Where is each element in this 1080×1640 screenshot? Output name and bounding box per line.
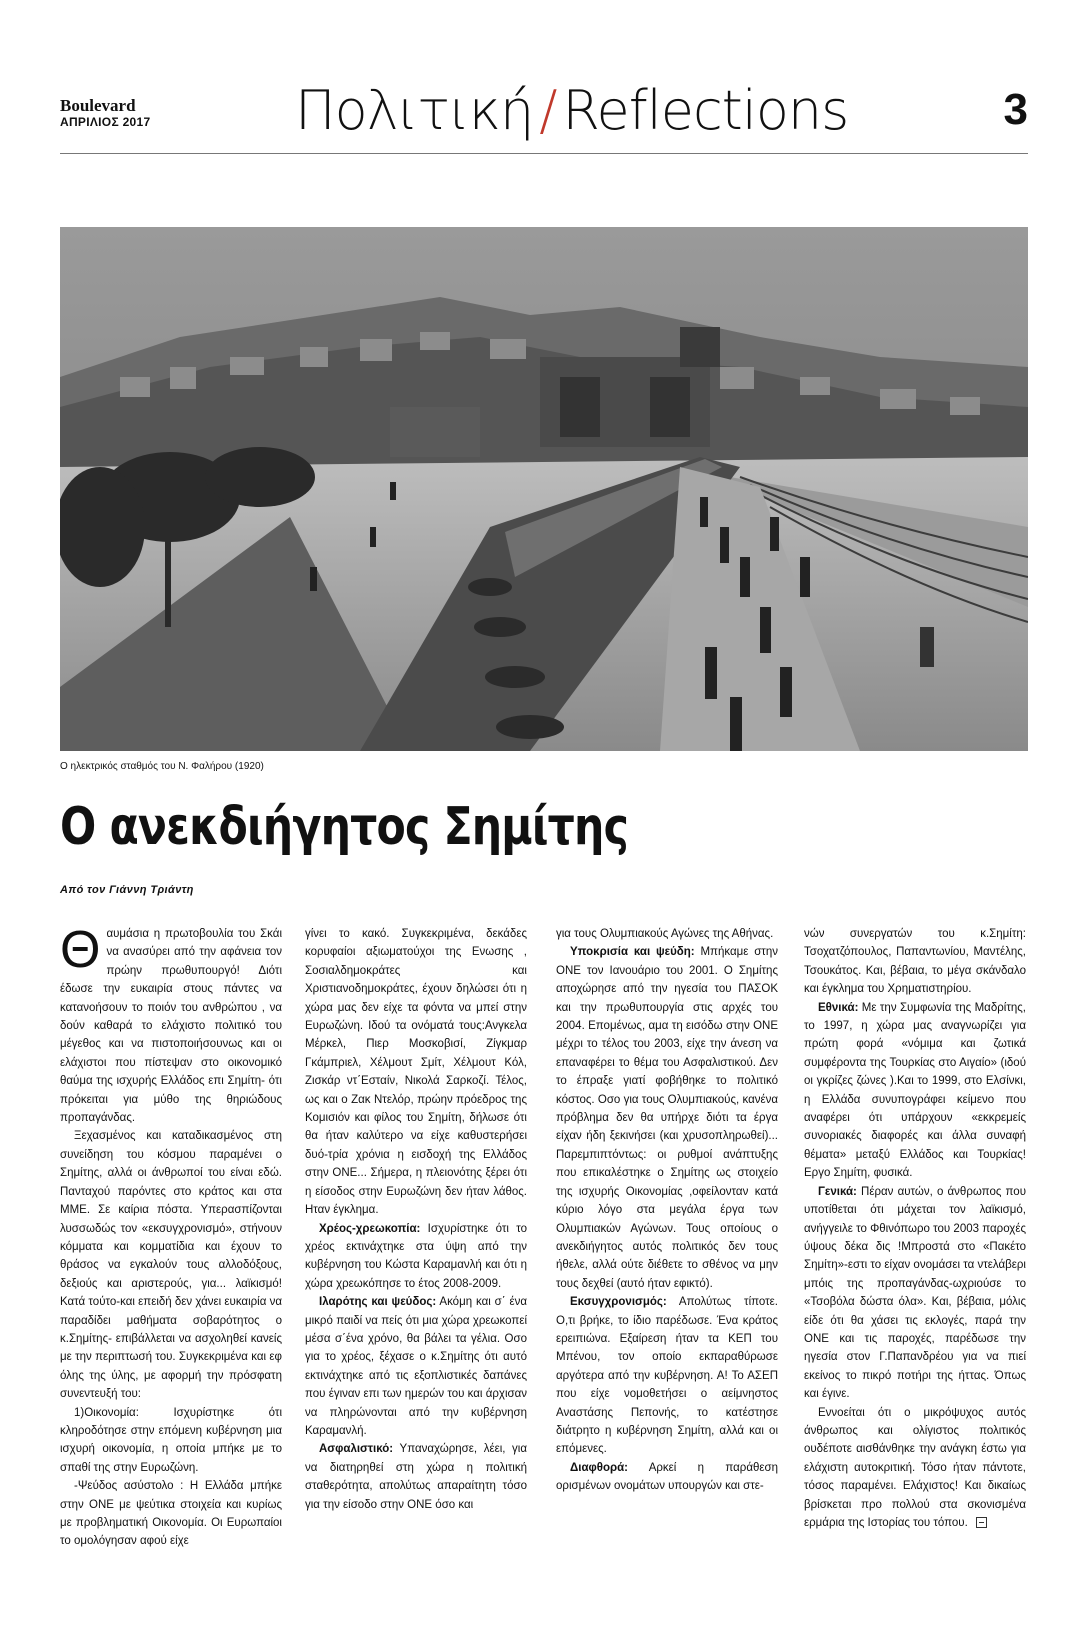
subhead: Γενικά: — [818, 1185, 857, 1198]
photo-caption: Ο ηλεκτρικός σταθμός του Ν. Φαλήρου (1920) — [60, 761, 264, 772]
article-column-3 — [556, 925, 778, 1496]
paragraph: Εννοείται ότι ο μικρόψυχος αυτός άνθρωπος και ολίγιστος πολιτικός ουδέποτε αισθάνθηκε την ανάγκη έστω για ελάχιστη αυτοκριτική. Τόσο ήταν πάντοτε, τόσος παραμένει. Ελάχιστος! Και δικαίως βρίσκεται προ πολλού στα σκονισμένα ερμάρια της Ιστορίας του τόπου. — [804, 1406, 1026, 1529]
subhead: Διαφθορά: — [570, 1461, 629, 1474]
section-separator: / — [539, 79, 557, 142]
paragraph: Απολύτως τίποτε. Ο,τι βρήκε, το ίδιο παρέδωσε. Ένα κράτος ερειπιώνα. Εξαίρεση ήταν τα ΚΕΠ του Μπένου, τον οποίο εκπαραθύρωσε αργότερα από την κυβέρνηση. Α! Το ΑΣΕΠ που είχε νομοθετήσει ο αείμνηστος Αναστάσης Πεπονής, το κατέστησε διάτρητο η κυβέρνηση Σημίτη, αλλά και οι επόμενες. — [556, 1296, 778, 1456]
paragraph: Ισχυρίστηκε ότι το χρέος εκτινάχτηκε στα ύψη από την κυβέρνηση του Κώστα Καραμανλή και ότι η χώρα χρεωκόπησε το έτος 2008-2009. — [305, 1222, 527, 1290]
page-number: 3 — [1003, 85, 1028, 134]
station-photo-illustration — [60, 227, 1028, 751]
section-title — [295, 79, 849, 142]
paragraph: 1)Οικονομία: Ισχυρίστηκε ότι κληροδότησε στην επόμενη κυβέρνηση μια ισχυρή οικονομία, η οποία μπήκε με το σπαθί της στην Ευρωζώνη. — [60, 1406, 282, 1474]
article-headline: Ο ανεκδιήγητος Σημίτης — [60, 797, 629, 857]
paragraph: νών συνεργατών του κ.Σημίτη: Τσοχατζόπουλος, Παπαντωνίου, Μαντέλης, Τσουκάτος. Και, βέβαια, το μέγα σκάνδαλο και έγκλημα του Χρηματιστηρίου. — [804, 928, 1026, 996]
section-title-greek: Πολιτική — [295, 79, 534, 142]
paragraph: για τους Ολυμπιακούς Αγώνες της Αθήνας. — [556, 928, 774, 940]
subhead: Ιλαρότης και ψεύδος: — [319, 1296, 437, 1309]
subhead: Ασφαλιστικό: — [319, 1443, 394, 1456]
article-column-1 — [60, 921, 282, 1551]
article-column-2 — [305, 925, 527, 1514]
article-photo — [60, 227, 1028, 751]
paragraph: Υπαναχώρησε, λέει, για να διατηρηθεί στη χώρα η πολιτική σταθερότητα, απολύτως απαραίτητη τόσο για την είσοδο στην ΟΝΕ όσο και — [305, 1443, 527, 1511]
paragraph: Ξεχασμένος και καταδικασμένος στη συνείδηση του κόσμου παραμένει ο Σημίτης, αλλά οι άνθρωποί του είναι εδώ. Πανταχού παρόντες στο κράτος και στα ΜΜΕ. Σε καίρια πόστα. Υπερασπίζονται λυσσωδώς τον «εκσυγχρονισμό», στήνουν κόμματα και κομματίδια και έχουν το θράσος να εγκαλούν τους αλλοδόξους, δεξιούς και αριστερούς, για... λαϊκισμό! Κατά τούτο-και επειδή δεν χάνει ευκαιρία να παραδίδει μαθήματα σοβαρότητος ο κ.Σημίτης- επιβάλλεται να ασχοληθεί κανείς με την περιπτωσή του. Συγκεκριμένα και εφ όλης της ύλης, με αφορμή την πρόσφατη συνεντευξή του: — [60, 1130, 282, 1401]
drop-cap: Θ — [60, 921, 101, 979]
section-title-english: Reflections — [562, 79, 849, 142]
paragraph: αυμάσια η πρωτοβουλία του Σκάι να ανασύρει από την αφάνεια τον πρώην πρωθυπουργό! Διότι έδωσε την ευκαιρία στους πάντες να κατανοήσουν το ποιόν του ανθρώπου , να δούν καθαρά το ελάχιστο πολιτικό του μέγεθος και να πιστοποιήσουνως και οι ελάχιστοι που πίστεψαν στο οικονομικό θαύμα της ισχυρής Ελλάδος επι Σημίτη- ότι πρόκειται για μύθο της θηριώδους προπαγάνδας. — [60, 928, 282, 1125]
paragraph: Μπήκαμε στην ΟΝΕ τον Ιανουάριο του 2001. Ο Σημίτης αποχώρησε από την ηγεσία του ΠΑΣΟΚ και την πρωθυπουργία στις αρχές του 2004. Επομένως, αμα τη εισόδω στην ΟΝΕ μέχρι το τέλος του 2003, είχε την άνεση να επαναφέρει το θέμα του Ασφαλιστικού. Δεν το έπραξε γιατί φοβήθηκε το πολιτικό κόστος. Οσο για τους Ολυμπιακούς, κανένα πρόβλημα δεν θα υπήρχε διότι τα έργα είχαν ήδη ξεκινήσει (και χρυσοπληρωθεί)... Παρεμπιπτόντως: οι ρυθμοί ανάπτυξης που επικαλέστηκε ο Σημίτης ως στοιχείο της ισχυρής Οικονομίας ,οφείλονταν κατά κύριο λόγο στα μεγάλα έργα των Ολυμπιακών Αγώνων. Τους οποίους ο ανεκδιήγητος αυτός πολιτικός δεν τους ήθελε, αλλά ούτε διέθετε το σθένος να μην τους δεχθεί (αυτό ήταν εφικτό). — [556, 946, 778, 1290]
end-of-article-icon — [976, 1517, 987, 1528]
paragraph: Ακόμη και σ΄ ένα μικρό παιδί να πείς ότι μια χώρα χρεωκοπεί μέσα σ΄ένα χρόνο, θα βάλει τα γέλια. Οσο για το χρέος, ξέχασε ο κ.Σημίτης ότι αυτό εκτινάχτηκε από τις εξοπλιστικές δαπάνες που έγιναν επι των ημερών του και άρχισαν να πληρώνονται από την κυβέρνηση Καραμανλή. — [305, 1296, 527, 1437]
brand-name: Boulevard — [60, 96, 136, 115]
subhead: Εκσυγχρονισμός: — [570, 1296, 667, 1309]
header-rule — [60, 153, 1028, 154]
brand-logo — [60, 98, 150, 130]
issue-date: ΑΠΡΙΛΙΟΣ 2017 — [60, 115, 151, 129]
article-byline: Από τον Γιάννη Τριάντη — [60, 884, 194, 896]
paragraph: Με την Συμφωνία της Μαδρίτης, το 1997, η χώρα μας αναγνωρίζει για πρώτη φορά «νόμιμα και ζωτικά συμφέροντα της Τουρκίας στο Αιγαίο» (ιδού οι γκρίζες ζώνες ).Και το 1999, στο Ελσίνκι, η Ελλάδα συνυπογράφει κείμενο που αναφέρει ότι υπάρχουν «εκκρεμείς συνοριακές διαφορές και άλλα συναφή θέματα» μεταξύ Ελλάδος και Τουρκίας! Εργο Σημίτη, φυσικά. — [804, 1001, 1026, 1180]
paragraph: -Ψεύδος ασύστολο : Η Ελλάδα μπήκε στην ΟΝΕ με ψεύτικα στοιχεία και κυρίως με προβληματική Οικονομία. Οι Ευρωπαίοι το ομολόγησαν αφού είχε — [60, 1480, 282, 1548]
subhead: Εθνικά: — [818, 1001, 859, 1014]
subhead: Χρέος-χρεωκοπία: — [319, 1222, 421, 1235]
subhead: Υποκρισία και ψεύδη: — [570, 946, 695, 959]
article-column-4 — [804, 925, 1026, 1532]
paragraph: Πέραν αυτών, ο άνθρωπος που υποτίθεται ότι μάχεται τον λαϊκισμό, ανήγγειλε το Φθινόπωρο του 2003 παροχές ύψους δέκα δις !Μπροστά στο «Πακέτο Σημίτη»-εστι το είχαν ονομάσει τα ντελάβερι μπόις της προπαγάνδας-ωχριούσε το «Τσοβόλα δώστα όλα». Και, βέβαια, μόλις είδε ότι θα χάσει τις εκλογές, παρά την ΟΝΕ και τις παροχές, παρέδωσε την ηγεσία στον Γ.Παπανδρέου για να πιεί εκείνος το πικρό ποτήρι της ήττας. Όπως και έγινε. — [804, 1185, 1026, 1401]
masthead — [60, 79, 1030, 152]
paragraph: γίνει το κακό. Συγκεκριμένα, δεκάδες κορυφαίοι αξιωματούχοι της Ενωσης , Σοσιαλδημοκράτες και Χριστιανοδημοκράτες, έχουν δηλώσει ότι η χώρα μας δεν είχε τα φόντα να μπεί στην Ευρωζώνη. Ιδού τα ονόματά τους:Ανγκελα Μέρκελ, Πιερ Μοσκοβισί, Ζίγκμαρ Γκάμπριελ, Χέλμουτ Σμίτ, Χέλμουτ Κόλ, Ζισκάρ ντ΄Εσταίν, Νικολά Σαρκοζί. Τέλος, ως και ο Ζακ Ντελόρ, πρώην πρόεδρος της Κομισιόν και φίλος του Σημίτη, δήλωσε ότι θα ήταν καλύτερο να είχε καθυστερήσει δυό-τρία χρόνια η εισδοχή της Ελλάδος στην ΟΝΕ... Σήμερα, η πλειονότης ξέρει ότι η είσοδος στην Ευρωζώνη δεν ήταν λάθος. Ηταν έγκλημα. — [305, 928, 527, 1217]
paragraph: Αρκεί η παράθεση ορισμένων ονομάτων υπουργών και στε- — [556, 1461, 778, 1493]
